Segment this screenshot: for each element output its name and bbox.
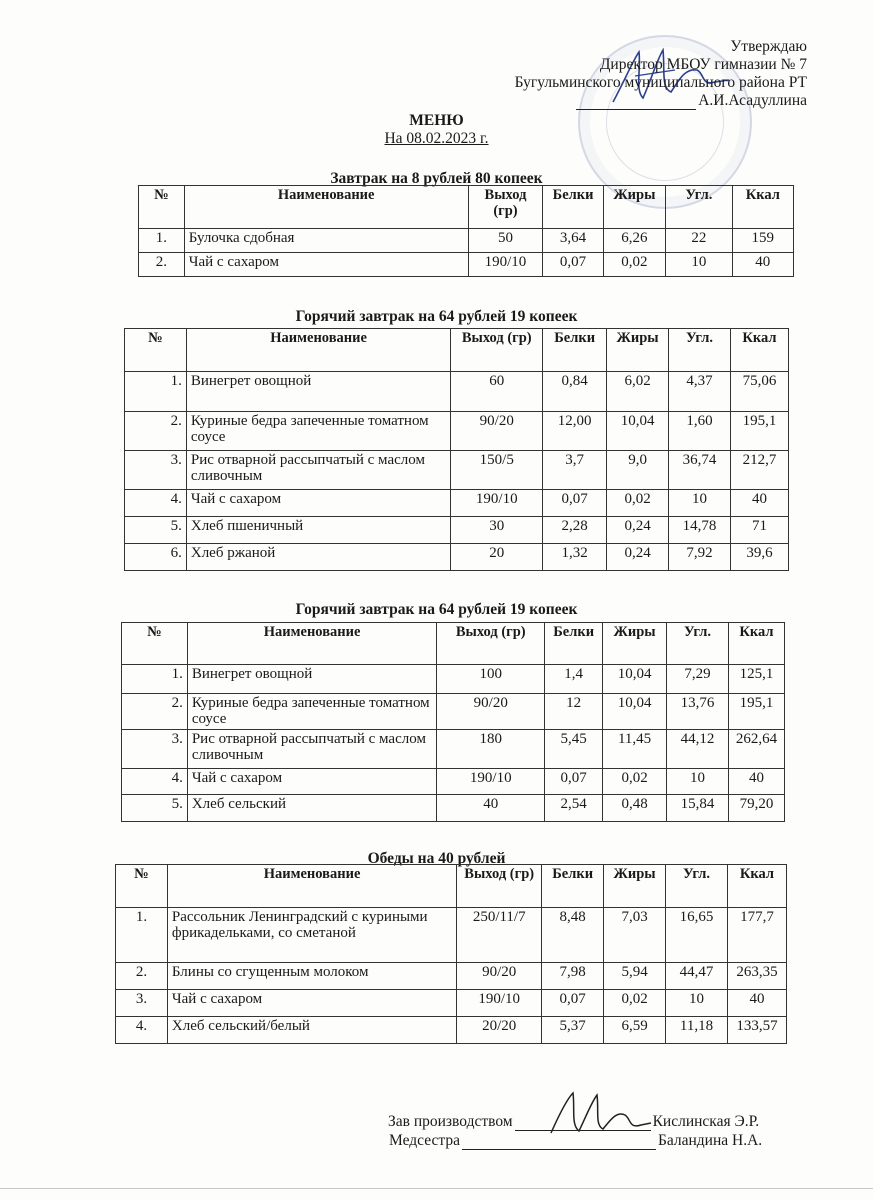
col-header: Наименование [187,623,437,665]
table-row: 1. Винегрет овощной 100 1,4 10,04 7,29 125,1 [122,665,785,694]
table-row: 1. Рассольник Ленинградский с куриными фрикадельками, со сметаной 250/11/7 8,48 7,03 16,65 177,7 [116,908,787,963]
table-row: 3. Чай с сахаром 190/10 0,07 0,02 10 40 [116,990,787,1017]
table-row: 5. Хлеб пшеничный 30 2,28 0,24 14,78 71 [125,517,789,544]
col-header: Жиры [604,865,666,908]
table-header-row [125,329,789,372]
col-header: Белки [543,186,603,229]
table-row: 2. Куриные бедра запеченные томатном соусе 90/20 12,00 10,04 1,60 195,1 [125,412,789,451]
nurse-label: Медсестра [389,1132,460,1149]
col-header: № [116,865,168,908]
signature-line [576,94,696,110]
col-header: Жиры [603,623,667,665]
signature-line [515,1115,651,1131]
table-row: 5. Хлеб сельский 40 2,54 0,48 15,84 79,20 [122,795,785,822]
table-header-row [116,865,787,908]
page-edge-line [0,1188,873,1189]
col-header: Ккал [728,623,784,665]
approval-title: Утверждаю [730,38,807,55]
table-row: 4. Хлеб сельский/белый 20/20 5,37 6,59 11,18 133,57 [116,1017,787,1044]
menu-table-breakfast [138,185,794,277]
table-header-row [139,186,794,229]
col-header: Жиры [603,186,665,229]
approval-position: Директор МБОУ гимназии № 7 [599,56,807,73]
menu-table-hot-breakfast-1 [124,328,789,571]
col-header: Выход (гр) [451,329,543,372]
col-header: Ккал [727,865,786,908]
menu-title: МЕНЮ [409,112,464,129]
col-header: Наименование [167,865,456,908]
menu-table-lunch [115,864,787,1044]
col-header: Белки [543,329,607,372]
footer-row-nurse [388,1131,762,1150]
col-header: Ккал [730,329,788,372]
col-header: Выход (гр) [468,186,543,229]
col-header: № [122,623,188,665]
production-name: Кислинская Э.Р. [652,1113,760,1130]
menu-table-hot-breakfast-2 [121,622,785,822]
production-label: Зав производством [388,1113,513,1130]
table-row: 4. Чай с сахаром 190/10 0,07 0,02 10 40 [125,490,789,517]
signature-line [462,1134,656,1150]
approval-block [515,38,807,110]
col-header: Белки [542,865,604,908]
col-header: Наименование [186,329,450,372]
col-header: Угл. [666,865,728,908]
footer-block [388,1112,762,1150]
table-row: 4. Чай с сахаром 190/10 0,07 0,02 10 40 [122,769,785,795]
col-header: Ккал [732,186,793,229]
table-row: 3. Рис отварной рассыпчатый с маслом сливочным 150/5 3,7 9,0 36,74 212,7 [125,451,789,490]
menu-date: На 08.02.2023 г. [384,130,489,147]
col-header: Наименование [184,186,468,229]
col-header: Угл. [667,623,729,665]
footer-row-production [388,1112,762,1131]
table-header-row [122,623,785,665]
nurse-name: Баландина Н.А. [657,1132,763,1149]
col-header: Выход (гр) [457,865,542,908]
section-title: Горячий завтрак на 64 рублей 19 копеек [295,601,578,618]
table-row: 2. Куриные бедра запеченные томатном соусе 90/20 12 10,04 13,76 195,1 [122,694,785,730]
col-header: № [139,186,185,229]
col-header: Угл. [666,186,733,229]
table-row: 3. Рис отварной рассыпчатый с маслом сливочным 180 5,45 11,45 44,12 262,64 [122,730,785,769]
table-row: 6. Хлеб ржаной 20 1,32 0,24 7,92 39,6 [125,544,789,571]
col-header: № [125,329,187,372]
section-title: Обеды на 40 рублей [367,850,506,867]
col-header: Жиры [607,329,669,372]
col-header: Угл. [669,329,731,372]
table-row: 1. Винегрет овощной 60 0,84 6,02 4,37 75,06 [125,372,789,412]
section-title: Завтрак на 8 рублей 80 копеек [330,170,543,187]
table-row: 2. Блины со сгущенным молоком 90/20 7,98 5,94 44,47 263,35 [116,963,787,990]
approval-district: Бугульминского муниципального района РТ [514,74,807,91]
section-title: Горячий завтрак на 64 рублей 19 копеек [295,308,578,325]
director-name: А.И.Асадуллина [698,92,807,109]
col-header: Белки [545,623,603,665]
table-row: 1. Булочка сдобная 50 3,64 6,26 22 159 [139,229,794,253]
table-row: 2. Чай с сахаром 190/10 0,07 0,02 10 40 [139,253,794,277]
col-header: Выход (гр) [437,623,545,665]
